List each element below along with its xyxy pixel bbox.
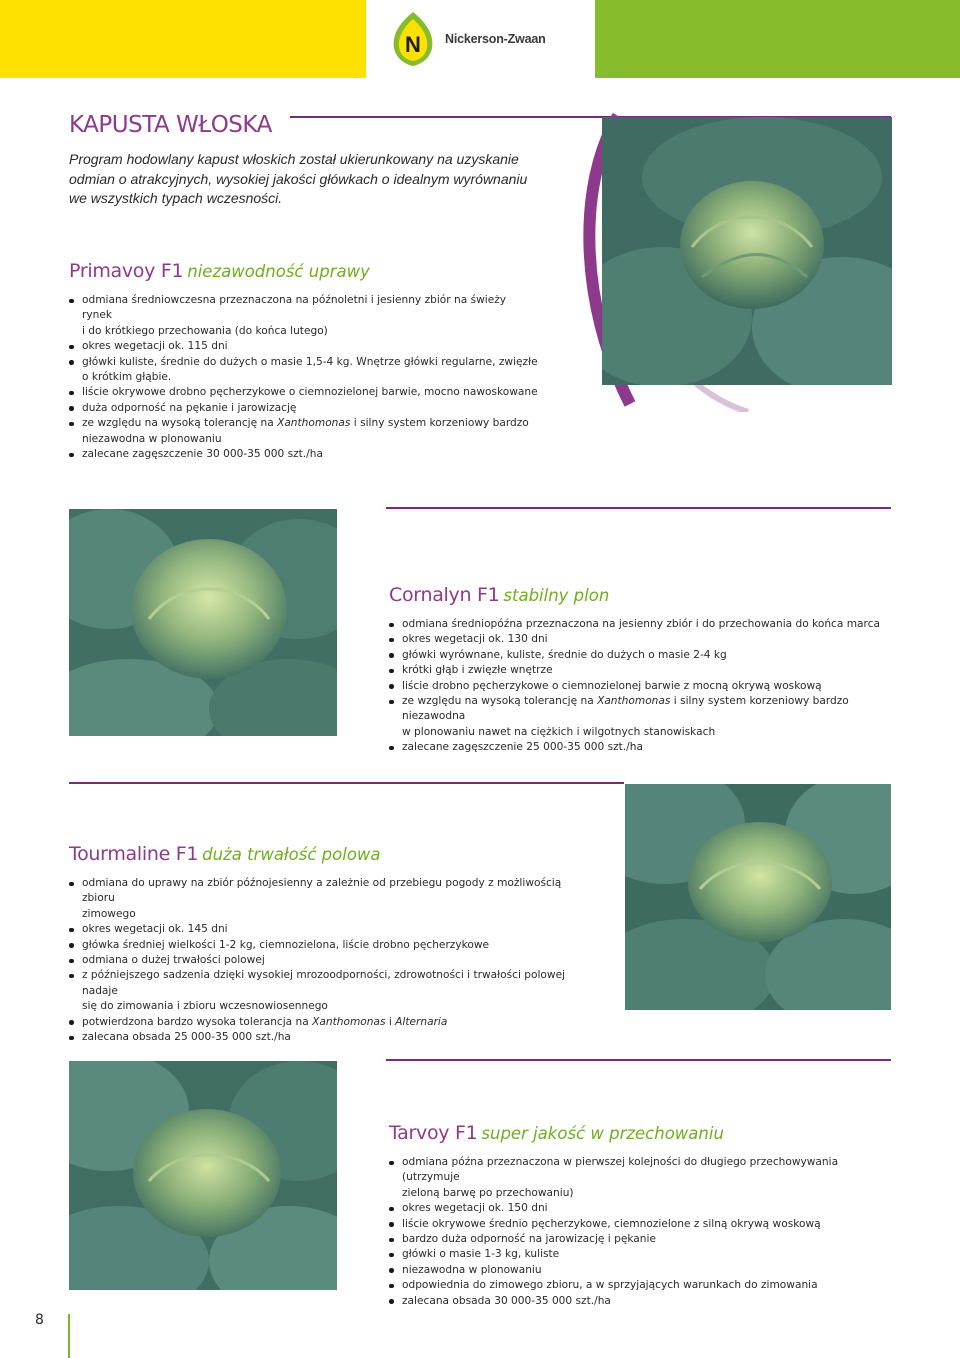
bullet-text: zalecana obsada 30 000-35 000 szt./ha bbox=[402, 1294, 611, 1307]
bullet-text: główki kuliste, średnie do dużych o masie 1,5-4 kg. Wnętrze główki regularne, zwięzłe bbox=[82, 355, 538, 368]
bullet-item bbox=[389, 617, 889, 632]
bullet-text: ze względu na wysoką tolerancję na bbox=[402, 695, 598, 708]
page-title: KAPUSTA WŁOSKA bbox=[69, 112, 272, 138]
nickerson-zwaan-logo-icon bbox=[388, 10, 438, 68]
bullet-item bbox=[69, 401, 539, 416]
bullet-item bbox=[69, 968, 579, 1014]
species-name: Xanthomonas bbox=[277, 417, 351, 430]
bullet-text: liście okrywowe drobno pęcherzykowe o ciemnozielonej barwie, mocno nawoskowane bbox=[82, 386, 538, 399]
bullet-text: duża odporność na pękanie i jarowizację bbox=[82, 401, 297, 414]
section-rule-2 bbox=[69, 782, 624, 784]
bullet-text: okres wegetacji ok. 150 dni bbox=[402, 1202, 548, 1215]
bullet-item bbox=[389, 679, 889, 694]
bullet-text: okres wegetacji ok. 115 dni bbox=[82, 340, 228, 353]
bullet-list-tarvoy bbox=[389, 1155, 889, 1309]
section-title-tarvoy: Tarvoy F1 super jakość w przechowaniu bbox=[389, 1122, 724, 1144]
section-title-cornalyn: Cornalyn F1 stabilny plon bbox=[389, 584, 610, 606]
bullet-item bbox=[69, 385, 539, 400]
bullet-list-primavoy bbox=[69, 293, 539, 462]
bullet-item bbox=[69, 922, 579, 937]
bullet-text: niezawodna w plonowaniu bbox=[402, 1263, 542, 1276]
header-yellow-band bbox=[0, 0, 366, 78]
svg-text:N: N bbox=[405, 32, 421, 57]
bullet-text: się do zimowania i zbioru wczesnowiosennego bbox=[82, 1000, 328, 1013]
bullet-text: główka średniej wielkości 1-2 kg, ciemnozielona, liście drobno pęcherzykowe bbox=[82, 938, 490, 951]
bullet-text: w plonowaniu nawet na ciężkich i wilgotnych stanowiskach bbox=[402, 725, 716, 738]
bullet-item bbox=[69, 876, 579, 922]
bullet-text: bardzo duża odporność na jarowizację i pękanie bbox=[402, 1233, 656, 1246]
bullet-text: odmiana średniopóźna przeznaczona na jesienny zbiór i do przechowania do końca marca bbox=[402, 618, 880, 630]
bullet-text: krótki głąb i zwięzłe wnętrze bbox=[402, 664, 553, 677]
bullet-item bbox=[389, 663, 889, 678]
bullet-item bbox=[389, 1247, 889, 1262]
section-rule-1 bbox=[386, 507, 891, 509]
bullet-text: o krótkim głąbie. bbox=[82, 371, 172, 384]
bullet-item bbox=[389, 1201, 889, 1216]
bullet-text: odmiana późna przeznaczona w pierwszej kolejności do długiego przechowywania (utrzymuje bbox=[402, 1156, 839, 1184]
page-number: 8 bbox=[35, 1312, 44, 1328]
bullet-text: liście okrywowe średnio pęcherzykowe, ciemnozielone z silną okrywą woskową bbox=[402, 1217, 821, 1230]
bullet-item bbox=[389, 1294, 889, 1309]
intro-text: Program hodowlany kapust włoskich został ukierunkowany na uzyskanie odmian o atrakcyjnych, wysokiej jakości główkach o idealnym wyrównaniu we wszystkich typach wczesności. bbox=[69, 151, 528, 206]
cabbage-photo-primavoy bbox=[602, 117, 892, 385]
bullet-text: odmiana średniowczesna przeznaczona na późnoletni i jesienny zbiór na świeży rynek bbox=[82, 294, 507, 322]
bullet-item bbox=[389, 740, 889, 755]
bullet-item bbox=[389, 1232, 889, 1247]
bullet-item bbox=[69, 339, 539, 354]
bullet-text: potwierdzona bardzo wysoka tolerancja na bbox=[82, 1015, 313, 1028]
species-name: Xanthomonas bbox=[597, 695, 671, 708]
cabbage-photo-tarvoy bbox=[69, 1061, 337, 1290]
bullet-text: liście drobno pęcherzykowe o ciemnozielonej barwie z mocną okrywą woskową bbox=[402, 679, 822, 692]
bullet-item bbox=[389, 632, 889, 647]
bullet-text: i bbox=[385, 1015, 396, 1028]
bullet-list-cornalyn bbox=[389, 617, 889, 756]
bullet-item bbox=[69, 1030, 579, 1045]
bullet-item bbox=[389, 1263, 889, 1278]
cabbage-photo-tourmaline bbox=[625, 784, 891, 1010]
brand-name: Nickerson-Zwaan bbox=[445, 32, 546, 46]
footer-green-line bbox=[68, 1314, 70, 1358]
bullet-text: odmiana do uprawy na zbiór późnojesienny a zależnie od przebiegu pogody z możliwością zbioru bbox=[82, 877, 562, 905]
bullet-text: odpowiednia do zimowego zbioru, a w sprzyjających warunkach do zimowania bbox=[402, 1279, 818, 1292]
bullet-item bbox=[69, 416, 539, 447]
bullet-text: i silny system korzeniowy bardzo bbox=[350, 417, 529, 430]
species-name: Alternaria bbox=[395, 1015, 448, 1028]
bullet-text: z późniejszego sadzenia dzięki wysokiej mrozoodporności, zdrowotności i trwałości polowej nadaje bbox=[82, 969, 566, 997]
bullet-text: odmiana o dużej trwałości polowej bbox=[82, 954, 265, 967]
bullet-text: zieloną barwę po przechowaniu) bbox=[402, 1186, 574, 1199]
bullet-text: okres wegetacji ok. 145 dni bbox=[82, 923, 228, 936]
bullet-item bbox=[389, 1278, 889, 1293]
bullet-item bbox=[69, 293, 539, 339]
bullet-text: ze względu na wysoką tolerancję na bbox=[82, 417, 278, 430]
header-green-band bbox=[595, 0, 960, 78]
bullet-item bbox=[389, 1155, 889, 1201]
bullet-text: zalecana obsada 25 000-35 000 szt./ha bbox=[82, 1031, 291, 1044]
bullet-text: i silny system korzeniowy bardzo niezawodna bbox=[402, 695, 849, 723]
bullet-list-tourmaline bbox=[69, 876, 579, 1045]
cabbage-photo-cornalyn bbox=[69, 509, 337, 736]
section-title-tourmaline: Tourmaline F1 duża trwałość polowa bbox=[69, 843, 381, 865]
bullet-item bbox=[69, 447, 539, 462]
bullet-item bbox=[69, 355, 539, 386]
bullet-text: okres wegetacji ok. 130 dni bbox=[402, 633, 548, 646]
bullet-text: zimowego bbox=[82, 907, 136, 920]
bullet-text: zalecane zagęszczenie 30 000-35 000 szt./ha bbox=[82, 448, 323, 461]
bullet-item bbox=[69, 1015, 579, 1030]
species-name: Xanthomonas bbox=[312, 1015, 386, 1028]
bullet-item bbox=[389, 1217, 889, 1232]
bullet-text: główki wyrównane, kuliste, średnie do dużych o masie 2-4 kg bbox=[402, 648, 727, 661]
bullet-text: i do krótkiego przechowania (do końca lutego) bbox=[82, 324, 328, 337]
bullet-item bbox=[389, 694, 889, 740]
bullet-item bbox=[69, 953, 579, 968]
bullet-item bbox=[389, 648, 889, 663]
bullet-item bbox=[69, 938, 579, 953]
bullet-text: zalecane zagęszczenie 25 000-35 000 szt./ha bbox=[402, 741, 643, 754]
bullet-text: główki o masie 1-3 kg, kuliste bbox=[402, 1248, 560, 1261]
section-title-primavoy: Primavoy F1 niezawodność uprawy bbox=[69, 260, 370, 282]
bullet-text: niezawodna w plonowaniu bbox=[82, 432, 222, 445]
section-rule-3 bbox=[386, 1059, 891, 1061]
